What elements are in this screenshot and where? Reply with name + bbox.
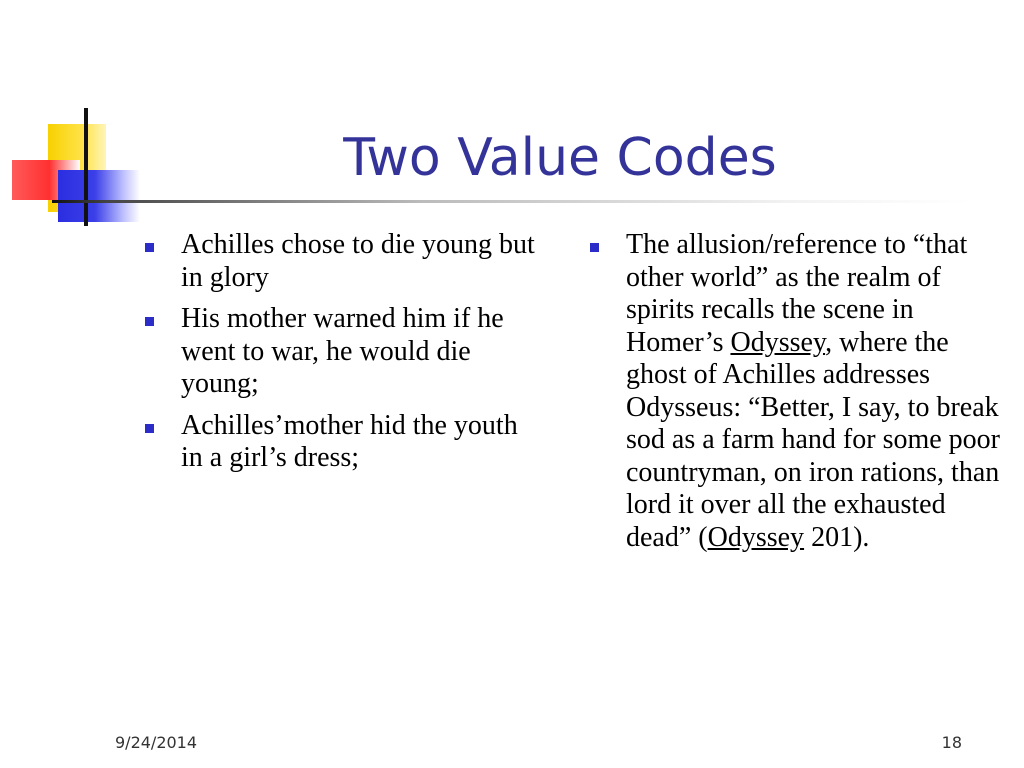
slide-title: Two Value Codes [343, 128, 777, 188]
bullet-text: Achilles’mother hid the youth in a girl’s dress; [181, 409, 518, 473]
title-divider-line [52, 200, 972, 203]
bullet-text: Achilles chose to die young but in glory [181, 229, 535, 293]
list-item [145, 303, 545, 401]
list-item [590, 229, 1000, 554]
square-bullet-icon [145, 317, 154, 326]
footer-date: 9/24/2014 [115, 733, 198, 752]
odyssey-title-underlined: Odyssey [730, 326, 826, 358]
decorative-blue-square [58, 170, 140, 222]
square-bullet-icon [145, 243, 154, 252]
list-item [145, 410, 545, 475]
odyssey-citation-underlined: Odyssey [707, 521, 805, 553]
bullet-text-part1: The allusion/reference to “that other world” as the realm of spirits recalls the scene in Homer’s [626, 229, 968, 358]
square-bullet-icon [590, 243, 599, 252]
footer-page-number: 18 [941, 733, 962, 752]
left-bullet-list [145, 229, 545, 484]
right-bullet-list [590, 229, 1000, 563]
square-bullet-icon [145, 424, 154, 433]
list-item [145, 229, 545, 294]
decorative-vertical-line [84, 108, 88, 226]
bullet-text-part2: , where the ghost of Achilles addresses Odysseus: “Better, I say, to break sod as a farm hand for some poor countryman, on iron rations, than lord it over all the exhausted dead” ( [626, 326, 1001, 553]
bullet-text: His mother warned him if he went to war, he would die young; [181, 303, 504, 399]
bullet-text-part3: 201). [804, 521, 870, 553]
